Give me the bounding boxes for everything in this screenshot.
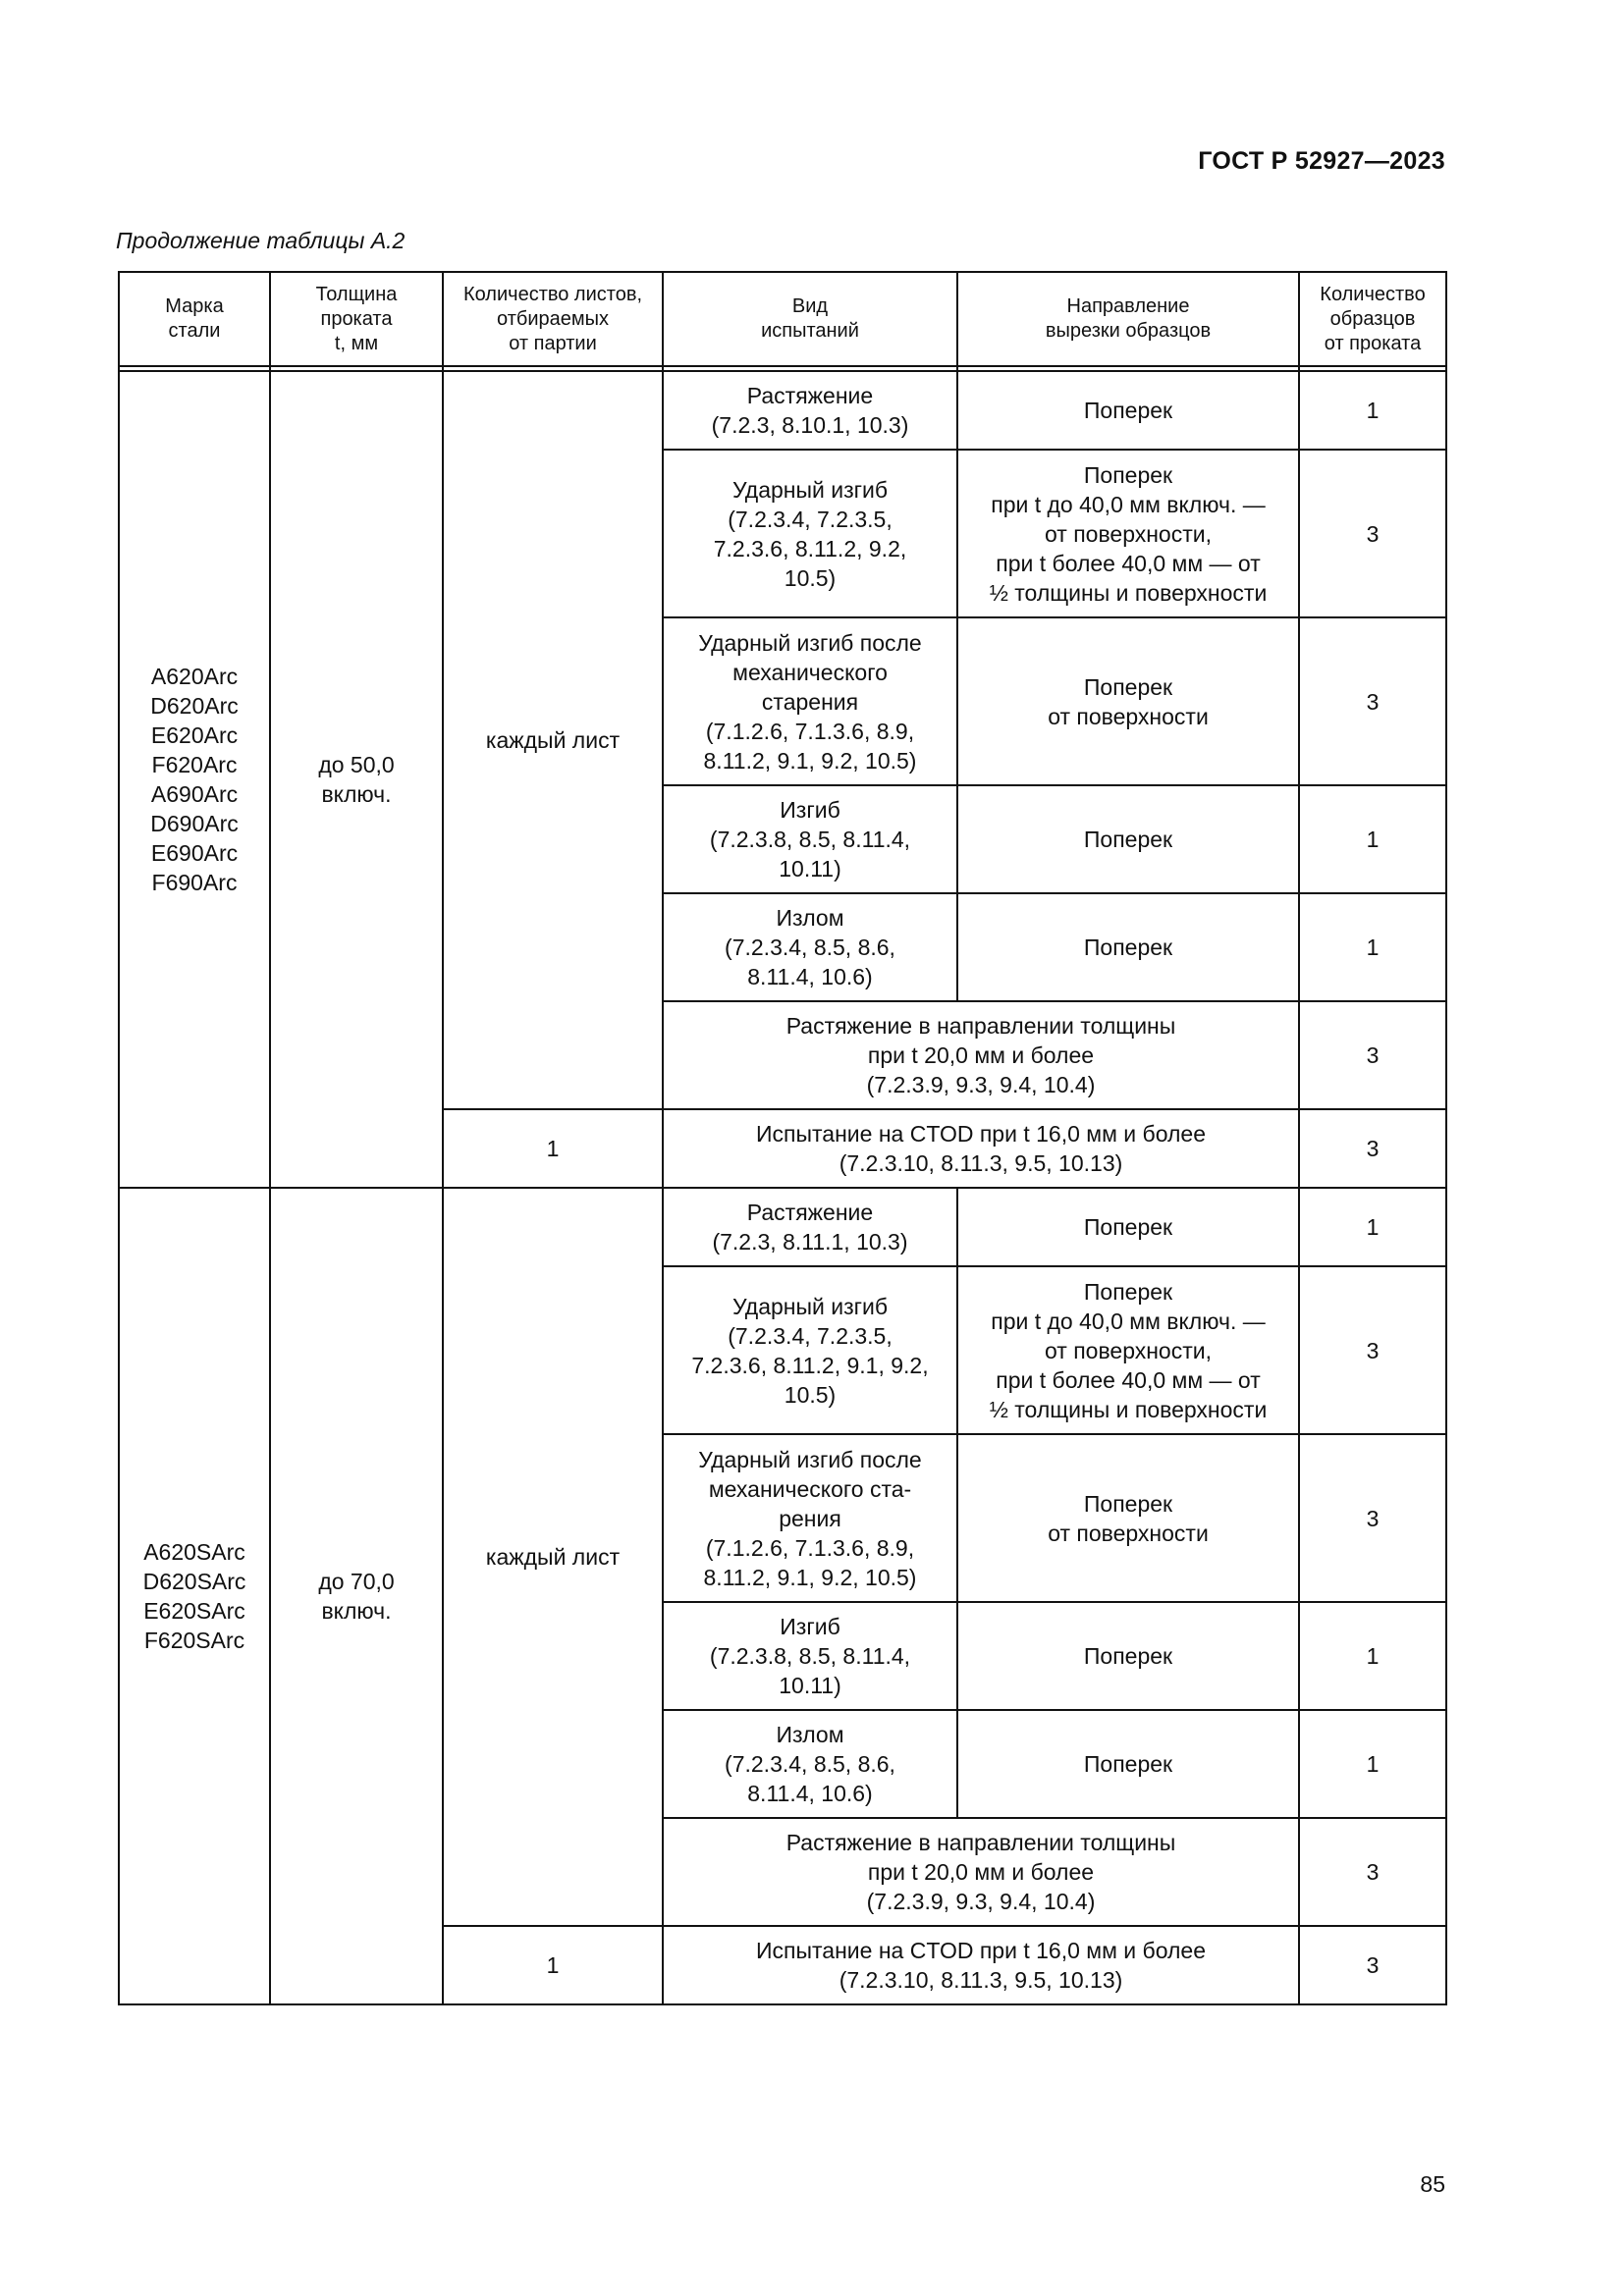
document-code: ГОСТ Р 52927—2023: [1198, 147, 1445, 175]
direction-cell: Поперек от поверхности: [957, 1434, 1299, 1602]
grade-cell: A620SArc D620SArc E620SArc F620SArc: [119, 1188, 270, 2004]
test-cell: Изгиб (7.2.3.8, 8.5, 8.11.4, 10.11): [663, 785, 957, 893]
thickness-cell: до 70,0 включ.: [270, 1188, 443, 2004]
through-thickness-test-cell: Растяжение в направлении толщины при t 20,0 мм и более (7.2.3.9, 9.3, 9.4, 10.4): [663, 1818, 1299, 1926]
test-cell: Ударный изгиб (7.2.3.4, 7.2.3.5, 7.2.3.6, 8.11.2, 9.1, 9.2, 10.5): [663, 1266, 957, 1434]
thickness-cell: до 50,0 включ.: [270, 371, 443, 1188]
count-cell: 3: [1299, 1434, 1446, 1602]
table-row: [119, 1188, 1446, 1266]
direction-cell: Поперек: [957, 371, 1299, 450]
test-cell: Ударный изгиб после механического ста- рения (7.1.2.6, 7.1.3.6, 8.9, 8.11.2, 9.1, 9.2, 10.5): [663, 1434, 957, 1602]
direction-cell: Поперек: [957, 893, 1299, 1001]
count-cell: 3: [1299, 617, 1446, 785]
header-grade: Марка стали: [119, 272, 270, 366]
direction-cell: Поперек при t до 40,0 мм включ. — от поверхности, при t более 40,0 мм — от ½ толщины и поверхности: [957, 450, 1299, 617]
ctod-sheets-cell: 1: [443, 1109, 663, 1188]
test-cell: Ударный изгиб после механического старения (7.1.2.6, 7.1.3.6, 8.9, 8.11.2, 9.1, 9.2, 10.5): [663, 617, 957, 785]
test-cell: Растяжение (7.2.3, 8.11.1, 10.3): [663, 1188, 957, 1266]
count-cell: 3: [1299, 1818, 1446, 1926]
test-cell: Излом (7.2.3.4, 8.5, 8.6, 8.11.4, 10.6): [663, 1710, 957, 1818]
header-direction: Направление вырезки образцов: [957, 272, 1299, 366]
count-cell: 1: [1299, 1710, 1446, 1818]
count-cell: 1: [1299, 1188, 1446, 1266]
count-cell: 3: [1299, 1109, 1446, 1188]
count-cell: 1: [1299, 893, 1446, 1001]
test-cell: Изгиб (7.2.3.8, 8.5, 8.11.4, 10.11): [663, 1602, 957, 1710]
ctod-sheets-cell: 1: [443, 1926, 663, 2004]
direction-cell: Поперек от поверхности: [957, 617, 1299, 785]
table-header-row: [119, 272, 1446, 366]
direction-cell: Поперек: [957, 1602, 1299, 1710]
grade-cell: A620Arc D620Arc E620Arc F620Arc A690Arc D690Arc E690Arc F690Arc: [119, 371, 270, 1188]
count-cell: 3: [1299, 1266, 1446, 1434]
count-cell: 1: [1299, 785, 1446, 893]
direction-cell: Поперек: [957, 1188, 1299, 1266]
ctod-test-cell: Испытание на CTOD при t 16,0 мм и более (7.2.3.10, 8.11.3, 9.5, 10.13): [663, 1109, 1299, 1188]
header-thickness: Толщина проката t, мм: [270, 272, 443, 366]
direction-cell: Поперек при t до 40,0 мм включ. — от поверхности, при t более 40,0 мм — от ½ толщины и поверхности: [957, 1266, 1299, 1434]
count-cell: 3: [1299, 450, 1446, 617]
test-cell: Ударный изгиб (7.2.3.4, 7.2.3.5, 7.2.3.6, 8.11.2, 9.2, 10.5): [663, 450, 957, 617]
ctod-test-cell: Испытание на CTOD при t 16,0 мм и более (7.2.3.10, 8.11.3, 9.5, 10.13): [663, 1926, 1299, 2004]
through-thickness-test-cell: Растяжение в направлении толщины при t 20,0 мм и более (7.2.3.9, 9.3, 9.4, 10.4): [663, 1001, 1299, 1109]
page-number: 85: [1420, 2171, 1445, 2197]
sheets-cell: каждый лист: [443, 1188, 663, 1926]
header-test-type: Вид испытаний: [663, 272, 957, 366]
table-row: [119, 371, 1446, 450]
table-caption: Продолжение таблицы А.2: [116, 228, 406, 253]
count-cell: 1: [1299, 1602, 1446, 1710]
direction-cell: Поперек: [957, 1710, 1299, 1818]
direction-cell: Поперек: [957, 785, 1299, 893]
header-samples: Количество образцов от проката: [1299, 272, 1446, 366]
count-cell: 3: [1299, 1001, 1446, 1109]
sheets-cell: каждый лист: [443, 371, 663, 1109]
specimen-table: [118, 271, 1447, 2005]
count-cell: 3: [1299, 1926, 1446, 2004]
test-cell: Излом (7.2.3.4, 8.5, 8.6, 8.11.4, 10.6): [663, 893, 957, 1001]
test-cell: Растяжение (7.2.3, 8.10.1, 10.3): [663, 371, 957, 450]
header-sheets: Количество листов, отбираемых от партии: [443, 272, 663, 366]
count-cell: 1: [1299, 371, 1446, 450]
